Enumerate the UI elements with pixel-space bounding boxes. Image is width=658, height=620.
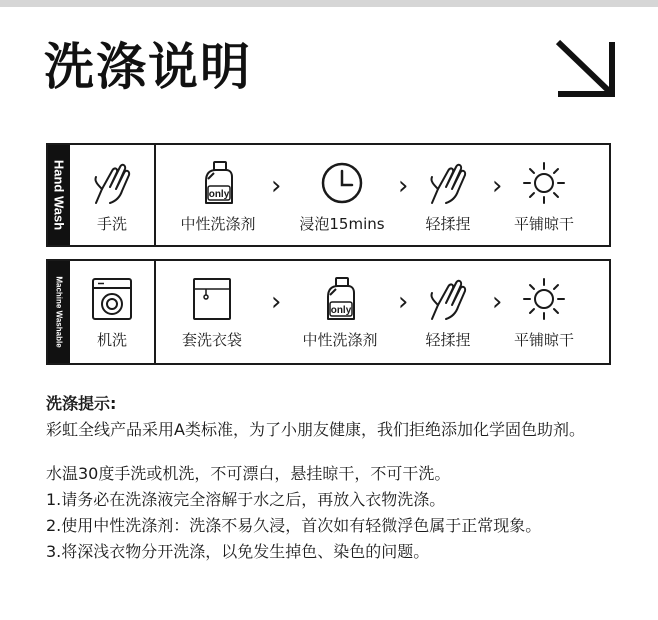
detergent-bottle-icon [316, 275, 364, 323]
step-detergent [158, 159, 278, 234]
chevron-right-icon: › [492, 171, 503, 201]
chevron-right-icon: › [492, 287, 503, 317]
step-laundry-bag [152, 275, 272, 350]
tips-heading: 洗涤提示: [46, 394, 117, 413]
sun-icon [520, 275, 568, 323]
step-label: 套洗衣袋 [181, 331, 242, 349]
washing-tips [46, 391, 626, 565]
machine-wash-label: 机洗 [96, 331, 127, 349]
step-label: 浸泡15mins [299, 215, 385, 233]
tips-line: 2.使用中性洗涤剂：洗涤不易久浸，首次如有轻微浮色属于正常现象。 [46, 516, 542, 535]
step-label: 中性洗涤剂 [302, 331, 378, 349]
hand-icon [424, 159, 472, 207]
chevron-right-icon: › [398, 171, 409, 201]
hand-wash-label: 手洗 [96, 215, 127, 233]
chevron-right-icon: › [271, 171, 282, 201]
step-label: 平铺晾干 [513, 215, 574, 233]
tips-intro: 彩虹全线产品采用A类标准，为了小朋友健康，我们拒绝添加化学固色助剂。 [46, 420, 585, 439]
chevron-right-icon: › [271, 287, 282, 317]
page-title: 洗涤说明 [44, 38, 252, 96]
sun-icon [520, 159, 568, 207]
arrow-down-right-icon [552, 38, 618, 100]
step-dry-flat [484, 159, 604, 234]
tips-line: 1.请务必在洗涤液完全溶解于水之后，再放入衣物洗涤。 [46, 490, 446, 509]
washing-machine-icon [88, 275, 136, 323]
machine-wash-tab-label: Machine Washable [54, 276, 64, 348]
top-bar [0, 0, 658, 7]
step-detergent [280, 275, 400, 350]
hand-icon [88, 159, 136, 207]
step-soak [282, 159, 402, 234]
hand-wash-tab-label: Hand Wash [51, 159, 67, 231]
laundry-bag-icon [188, 275, 236, 323]
step-dry-flat [484, 275, 604, 350]
machine-wash-panel [46, 259, 611, 365]
chevron-right-icon: › [398, 287, 409, 317]
tips-line: 水温30度手洗或机洗，不可漂白，悬挂晾干，不可干洗。 [46, 464, 451, 483]
clock-icon [318, 159, 366, 207]
step-label: 中性洗涤剂 [180, 215, 256, 233]
step-label: 轻揉捏 [425, 215, 471, 233]
step-label: 平铺晾干 [513, 331, 574, 349]
hand-icon [424, 275, 472, 323]
step-label: 轻揉捏 [425, 331, 471, 349]
detergent-bottle-icon [194, 159, 242, 207]
hand-wash-panel [46, 143, 611, 247]
tips-line: 3.将深浅衣物分开洗涤，以免发生掉色、染色的问题。 [46, 542, 430, 561]
svg-text:only: only [208, 189, 230, 200]
panel-divider [154, 145, 156, 245]
spacer [46, 443, 626, 461]
svg-text:only: only [330, 305, 352, 316]
